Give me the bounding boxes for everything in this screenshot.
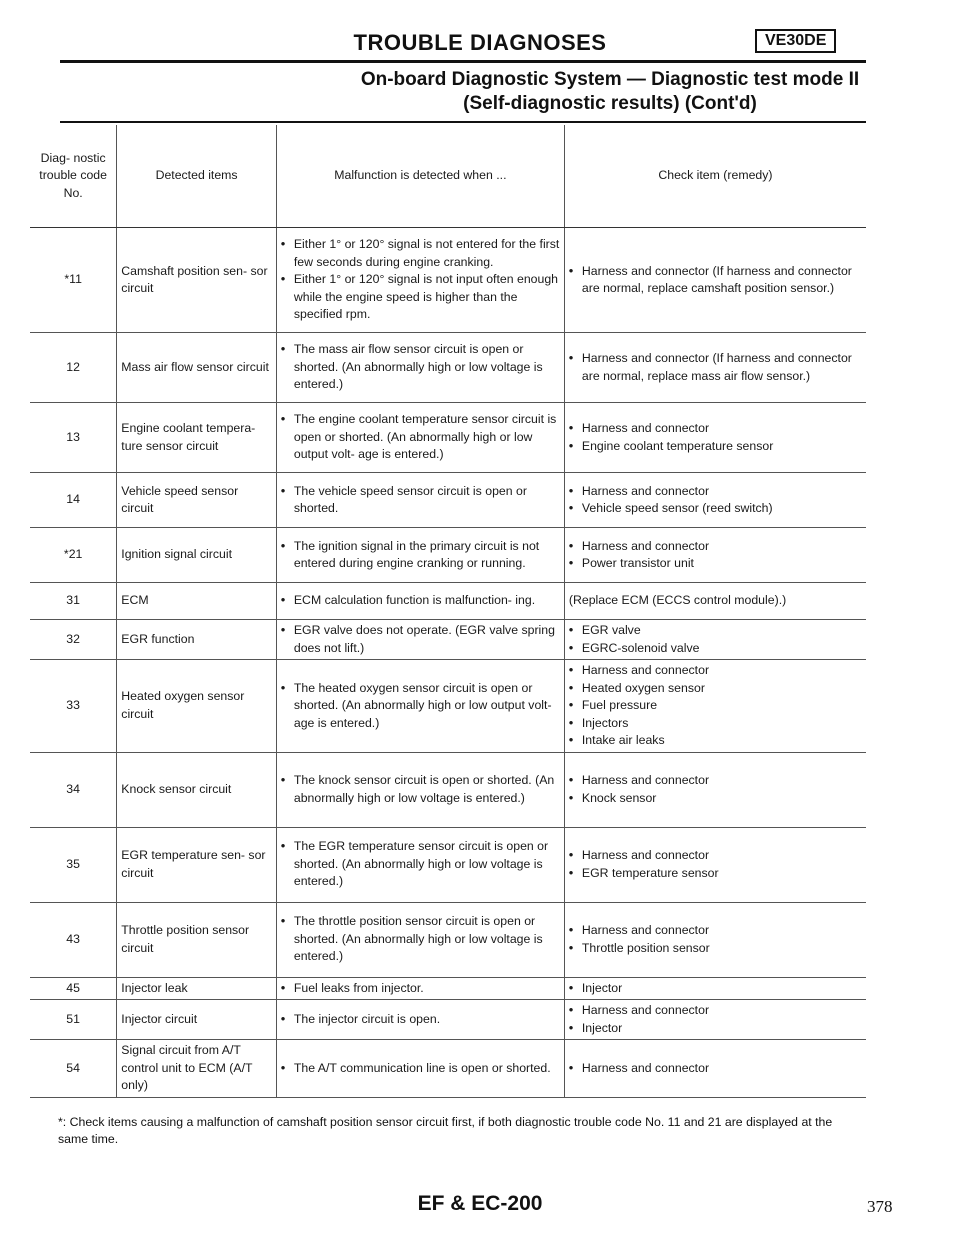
table-body: [30, 228, 866, 1098]
check-item-cell: [564, 1000, 866, 1040]
header-rule-thin: [60, 121, 866, 123]
table-row: [30, 1040, 866, 1098]
detected-item: Vehicle speed sensor circuit: [117, 473, 277, 528]
table-row: [30, 1000, 866, 1040]
diagnostic-trouble-code-table: [30, 125, 866, 1098]
check-item: • Fuel pressure: [569, 697, 862, 715]
malfunction-condition: • The vehicle speed sensor circuit is open or shorted.: [281, 483, 560, 518]
page-subtitle: On-board Diagnostic System — Diagnostic test mode II (Self-diagnostic results) (Cont'd): [360, 69, 860, 114]
malfunction-condition: • The injector circuit is open.: [281, 1011, 560, 1029]
check-item: • Harness and connector (If harness and connector are normal, replace mass air flow sensor.): [569, 350, 862, 385]
table-row: [30, 583, 866, 620]
column-header-detected-items: Detected items: [117, 125, 277, 228]
malfunction-condition: • The ignition signal in the primary circuit is not entered during engine cranking or running.: [281, 538, 560, 573]
table-header-row: [30, 125, 866, 228]
column-header-malfunction: Malfunction is detected when ...: [276, 125, 564, 228]
detected-item: Injector circuit: [117, 1000, 277, 1040]
malfunction-condition: • Fuel leaks from injector.: [281, 980, 560, 998]
malfunction-condition: • The A/T communication line is open or shorted.: [281, 1060, 560, 1078]
table-row: [30, 827, 866, 902]
table-row: [30, 473, 866, 528]
check-item-cell: [564, 228, 866, 333]
check-item-cell: [564, 583, 866, 620]
table-row: [30, 528, 866, 583]
check-item: • EGR temperature sensor: [569, 865, 862, 883]
malfunction-condition: • The engine coolant temperature sensor circuit is open or shorted. (An abnormally high or low output volt- age is entered.): [281, 411, 560, 464]
table-row: [30, 403, 866, 473]
malfunction-condition-cell: [276, 620, 564, 660]
malfunction-condition-cell: [276, 473, 564, 528]
check-item-cell: [564, 333, 866, 403]
malfunction-condition: • The EGR temperature sensor circuit is open or shorted. (An abnormally high or low voltage is entered.): [281, 838, 560, 891]
trouble-code: 45: [30, 977, 117, 1000]
check-item: • Harness and connector: [569, 772, 862, 790]
check-item: • Harness and connector: [569, 1002, 862, 1020]
trouble-code: 54: [30, 1040, 117, 1098]
check-item-cell: [564, 528, 866, 583]
detected-item: Heated oxygen sensor circuit: [117, 660, 277, 753]
malfunction-condition-cell: [276, 403, 564, 473]
malfunction-condition: • Either 1° or 120° signal is not entered for the first few seconds during engine cranking.: [281, 236, 560, 271]
trouble-code: 13: [30, 403, 117, 473]
malfunction-condition-cell: [276, 583, 564, 620]
check-item: • Injector: [569, 1020, 862, 1038]
malfunction-condition-cell: [276, 902, 564, 977]
check-item: • Harness and connector: [569, 1060, 862, 1078]
page-header-title: TROUBLE DIAGNOSES: [353, 30, 607, 55]
check-item-cell: [564, 620, 866, 660]
check-item: • Intake air leaks: [569, 732, 862, 750]
detected-item: Ignition signal circuit: [117, 528, 277, 583]
malfunction-condition: • Either 1° or 120° signal is not input often enough while the engine speed is higher than the specified rpm.: [281, 271, 560, 324]
table-row: [30, 977, 866, 1000]
detected-item: Camshaft position sen- sor circuit: [117, 228, 277, 333]
column-header-check-item: Check item (remedy): [564, 125, 866, 228]
detected-item: Injector leak: [117, 977, 277, 1000]
footnote: *: Check items causing a malfunction of camshaft position sensor circuit first, if both diagnostic trouble code No. 11 and 21 are displayed at the same time.: [58, 1115, 833, 1146]
table-row: [30, 902, 866, 977]
check-item: • EGR valve: [569, 622, 862, 640]
trouble-code: 43: [30, 902, 117, 977]
detected-item: Mass air flow sensor circuit: [117, 333, 277, 403]
malfunction-condition-cell: [276, 752, 564, 827]
table-row: [30, 752, 866, 827]
check-item: • Harness and connector: [569, 662, 862, 680]
detected-item: EGR function: [117, 620, 277, 660]
trouble-code: 35: [30, 827, 117, 902]
trouble-code: 12: [30, 333, 117, 403]
check-item: • Heated oxygen sensor: [569, 680, 862, 698]
table-row: [30, 228, 866, 333]
trouble-code: *11: [30, 228, 117, 333]
malfunction-condition: • ECM calculation function is malfunction- ing.: [281, 592, 560, 610]
check-item: • Engine coolant temperature sensor: [569, 438, 862, 456]
check-item: • Injectors: [569, 715, 862, 733]
check-item-cell: [564, 473, 866, 528]
trouble-code: 32: [30, 620, 117, 660]
check-item-cell: [564, 660, 866, 753]
malfunction-condition-cell: [276, 333, 564, 403]
check-item-cell: [564, 902, 866, 977]
detected-item: Engine coolant tempera- ture sensor circuit: [117, 403, 277, 473]
check-item-cell: [564, 403, 866, 473]
detected-item: Signal circuit from A/T control unit to ECM (A/T only): [117, 1040, 277, 1098]
column-header-code: Diag- nostic trouble code No.: [30, 125, 117, 228]
check-item: • EGRC-solenoid valve: [569, 640, 862, 658]
trouble-code: 34: [30, 752, 117, 827]
trouble-code: 31: [30, 583, 117, 620]
detected-item: Throttle position sensor circuit: [117, 902, 277, 977]
page-number: 378: [867, 1197, 893, 1216]
malfunction-condition-cell: [276, 528, 564, 583]
trouble-code: 51: [30, 1000, 117, 1040]
table-row: [30, 620, 866, 660]
check-item-cell: [564, 1040, 866, 1098]
malfunction-condition-cell: [276, 827, 564, 902]
malfunction-condition: • EGR valve does not operate. (EGR valve spring does not lift.): [281, 622, 560, 657]
header-rule-thick: [60, 60, 866, 63]
detected-item: EGR temperature sen- sor circuit: [117, 827, 277, 902]
detected-item: Knock sensor circuit: [117, 752, 277, 827]
trouble-code: 33: [30, 660, 117, 753]
malfunction-condition-cell: [276, 977, 564, 1000]
check-item: • Vehicle speed sensor (reed switch): [569, 500, 862, 518]
check-item: • Injector: [569, 980, 862, 998]
malfunction-condition: • The heated oxygen sensor circuit is open or shorted. (An abnormally high or low output volt- age is entered.): [281, 680, 560, 733]
malfunction-condition-cell: [276, 228, 564, 333]
check-item: • Harness and connector: [569, 538, 862, 556]
check-item-cell: [564, 827, 866, 902]
table-row: [30, 660, 866, 753]
check-item: • Power transistor unit: [569, 555, 862, 573]
check-item: • Knock sensor: [569, 790, 862, 808]
engine-badge: VE30DE: [755, 29, 836, 53]
malfunction-condition-cell: [276, 660, 564, 753]
trouble-code: *21: [30, 528, 117, 583]
check-item: • Harness and connector: [569, 483, 862, 501]
malfunction-condition: • The knock sensor circuit is open or shorted. (An abnormally high or low voltage is entered.): [281, 772, 560, 807]
check-item-cell: [564, 752, 866, 827]
check-item: • Harness and connector (If harness and connector are normal, replace camshaft position sensor.): [569, 263, 862, 298]
malfunction-condition: • The throttle position sensor circuit is open or shorted. (An abnormally high or low voltage is entered.): [281, 913, 560, 966]
trouble-code: 14: [30, 473, 117, 528]
check-item: • Harness and connector: [569, 922, 862, 940]
malfunction-condition-cell: [276, 1000, 564, 1040]
check-item: • Harness and connector: [569, 420, 862, 438]
table-row: [30, 333, 866, 403]
check-item: (Replace ECM (ECCS control module).): [568, 593, 787, 608]
check-item-cell: [564, 977, 866, 1000]
check-item: • Harness and connector: [569, 847, 862, 865]
malfunction-condition: • The mass air flow sensor circuit is open or shorted. (An abnormally high or low voltage is entered.): [281, 341, 560, 394]
check-item: • Throttle position sensor: [569, 940, 862, 958]
detected-item: ECM: [117, 583, 277, 620]
malfunction-condition-cell: [276, 1040, 564, 1098]
manual-reference: EF & EC-200: [417, 1192, 543, 1215]
